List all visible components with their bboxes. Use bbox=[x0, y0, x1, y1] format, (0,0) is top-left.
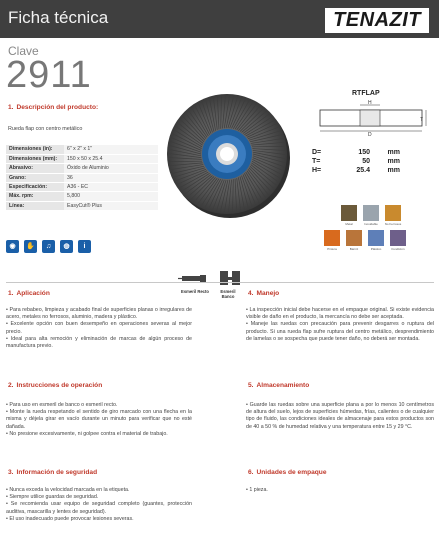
material-swatch bbox=[346, 230, 362, 246]
instructions-heading bbox=[8, 382, 102, 389]
list-item: • Monte la rueda respetando el sentido de giro marcado con una flecha en la misma y déjela girar en vacío durante un minuto para verificar que no esté dañada. bbox=[6, 409, 192, 430]
safety-list bbox=[6, 487, 192, 523]
material-label: Barniz bbox=[349, 247, 359, 251]
material-label: Pintura bbox=[327, 247, 337, 251]
material-swatch bbox=[390, 230, 406, 246]
clave-label: Clave bbox=[8, 44, 39, 58]
list-item: • Nunca exceda la velocidad marcada en la etiqueta. bbox=[6, 487, 130, 493]
material-swatch bbox=[385, 205, 401, 221]
section-title: Manejo bbox=[256, 290, 280, 297]
packaging-list bbox=[246, 487, 434, 494]
safety-icons bbox=[6, 240, 91, 253]
material-swatch bbox=[324, 230, 340, 246]
list-item: • Se recomienda usar equipo de seguridad completo (guantes, protección auditiva, mascarilla y lentes de seguridad). bbox=[6, 501, 192, 515]
application-list bbox=[6, 307, 192, 350]
application-heading bbox=[8, 290, 50, 297]
material-swatch bbox=[368, 230, 384, 246]
brand-logo: TENAZIT bbox=[325, 8, 429, 33]
material-item bbox=[322, 230, 342, 251]
material-item bbox=[383, 205, 403, 226]
section-number: 6. bbox=[248, 469, 254, 476]
section-title: Descripción del producto: bbox=[16, 104, 99, 111]
section-number: 1. bbox=[8, 290, 14, 297]
spec-key: Línea: bbox=[6, 201, 64, 210]
section-title: Instrucciones de operación bbox=[16, 382, 103, 389]
handling-heading bbox=[248, 290, 279, 297]
list-item: • Para uso en esmeril de banco o esmeril recto. bbox=[6, 402, 118, 408]
drawing-h-label: H bbox=[368, 100, 372, 106]
list-item: • 1 pieza. bbox=[246, 487, 268, 493]
spec-value: A36 - EC bbox=[64, 182, 158, 191]
dimension-sym: D= bbox=[312, 149, 322, 156]
profile-code: RTFLAP bbox=[352, 90, 380, 97]
dimension-unit: mm bbox=[387, 167, 400, 174]
spec-row bbox=[6, 182, 158, 191]
dimension-sym: T= bbox=[312, 158, 321, 165]
material-label: Fundición bbox=[391, 247, 405, 251]
instructions-list bbox=[6, 402, 192, 438]
material-item bbox=[366, 230, 386, 251]
section-number: 4. bbox=[248, 290, 254, 297]
dimension-val: 25.4 bbox=[356, 167, 370, 174]
list-item: • El uso inadecuado puede provocar lesiones severas. bbox=[6, 515, 134, 522]
list-item: • No presione excesivamente, ni golpee contra el material de trabajo. bbox=[6, 430, 168, 437]
mask-icon: ◍ bbox=[60, 240, 73, 253]
section-number: 3. bbox=[8, 469, 14, 476]
material-label: Inoxidable bbox=[364, 222, 378, 226]
section-title: Unidades de empaque bbox=[256, 469, 327, 476]
spec-row bbox=[6, 164, 158, 173]
spec-row bbox=[6, 145, 158, 154]
spec-value: 5,800 bbox=[64, 192, 158, 201]
list-item: • Para rebabeo, limpieza y acabado final de superficies planas o irregulares de acero, metales no ferrosos, aluminio, madera y plástico. bbox=[6, 307, 192, 321]
storage-heading bbox=[248, 382, 309, 389]
drawing-d-label: D bbox=[368, 132, 372, 136]
profile-drawing bbox=[312, 100, 430, 136]
dimension-row bbox=[312, 148, 400, 157]
section-number: 2. bbox=[8, 382, 14, 389]
page-title: Ficha técnica bbox=[8, 8, 109, 27]
spec-value: 36 bbox=[64, 173, 158, 182]
list-item: • Excelente opción con buen desempeño en operaciones severas al mejor precio. bbox=[6, 321, 192, 335]
spec-value: Óxido de Aluminio bbox=[64, 164, 158, 173]
grinder-straight-label: Esmeril Recto bbox=[181, 289, 209, 294]
spec-row bbox=[6, 201, 158, 210]
dimension-val: 50 bbox=[362, 158, 370, 165]
manual-icon: i bbox=[78, 240, 91, 253]
material-item bbox=[388, 230, 408, 251]
list-item: • Guarde las ruedas sobre una superficie plana a por lo menos 10 centímetros de altura del suelo, lejos de superficies húmedas, frías, calientes o de cualquier tipo de fluido, las condiciones ideales de almacenaje para estos productos son de 40 a 50 % de humedad relativa y una temperatura entre 15 y 29 °C. bbox=[246, 402, 434, 430]
section-title: Almacenamiento bbox=[256, 382, 310, 389]
dimensions-list bbox=[312, 148, 400, 175]
glasses-icon: ◉ bbox=[6, 240, 19, 253]
material-item bbox=[339, 205, 359, 226]
section-number: 1. bbox=[8, 104, 14, 111]
dimension-unit: mm bbox=[387, 149, 400, 156]
section-divider bbox=[6, 282, 434, 283]
list-item: • Ideal para alta remoción y eliminación de marcas de algún proceso de manufactura previo. bbox=[6, 335, 192, 350]
material-label: Metal bbox=[345, 222, 353, 226]
material-label: Plástico bbox=[370, 247, 382, 251]
description-heading bbox=[8, 104, 98, 111]
header-bar bbox=[0, 0, 439, 38]
spec-value: 150 x 50 x 25.4 bbox=[64, 154, 158, 163]
material-label: No Ferrosos bbox=[384, 222, 402, 226]
spec-key: Grano: bbox=[6, 173, 64, 182]
dimension-row bbox=[312, 166, 400, 175]
gloves-icon: ✋ bbox=[24, 240, 37, 253]
flap-wheel-image bbox=[165, 90, 295, 220]
material-swatch bbox=[341, 205, 357, 221]
clave-number: 2911 bbox=[6, 54, 92, 96]
materials-row-top bbox=[339, 205, 403, 226]
spec-key: Dimensiones (mm): bbox=[6, 154, 64, 163]
list-item: • Maneje las ruedas con precaución para prevenir desgarres o ruptura del producto. Si una rueda flap sufre ruptura del centro metálico, desprendimiento de lamelas o se sospecha que puede tener daño, no deberá ser montada. bbox=[246, 321, 434, 342]
dimension-sym: H= bbox=[312, 167, 322, 174]
materials-row-bottom bbox=[322, 230, 408, 251]
handling-list bbox=[246, 307, 434, 343]
packaging-heading bbox=[248, 469, 327, 476]
drawing-t-label: T bbox=[420, 117, 424, 123]
spec-row bbox=[6, 173, 158, 182]
spec-key: Especificación: bbox=[6, 182, 64, 191]
grinder-bench-label: Esmeril Banco bbox=[220, 289, 236, 299]
safety-heading bbox=[8, 469, 97, 476]
spec-row bbox=[6, 154, 158, 163]
material-item bbox=[344, 230, 364, 251]
ear-protection-icon: ♫ bbox=[42, 240, 55, 253]
material-swatch bbox=[363, 205, 379, 221]
spec-table bbox=[6, 145, 158, 211]
section-number: 5. bbox=[248, 382, 254, 389]
dimension-unit: mm bbox=[387, 158, 400, 165]
spec-key: Máx. rpm: bbox=[6, 192, 64, 201]
material-item bbox=[361, 205, 381, 226]
spec-key: Dimensiones (in): bbox=[6, 145, 64, 154]
description-text: Rueda flap con centro metálico bbox=[8, 126, 83, 132]
list-item: • Siempre utilice guardas de seguridad. bbox=[6, 494, 99, 501]
spec-key: Abrasivo: bbox=[6, 164, 64, 173]
section-title: Información de seguridad bbox=[16, 469, 98, 476]
dimension-row bbox=[312, 157, 400, 166]
spec-row bbox=[6, 192, 158, 201]
list-item: • La inspección inicial debe hacerse en el empaque original. Si existe evidencia visible de daño en el producto, la mercancía no debe ser aceptada. bbox=[246, 307, 434, 321]
storage-list bbox=[246, 402, 434, 431]
spec-value: EasyCut® Plus bbox=[64, 201, 158, 210]
dimension-val: 150 bbox=[358, 149, 370, 156]
section-title: Aplicación bbox=[16, 290, 50, 297]
spec-value: 6" x 2" x 1" bbox=[64, 145, 158, 154]
